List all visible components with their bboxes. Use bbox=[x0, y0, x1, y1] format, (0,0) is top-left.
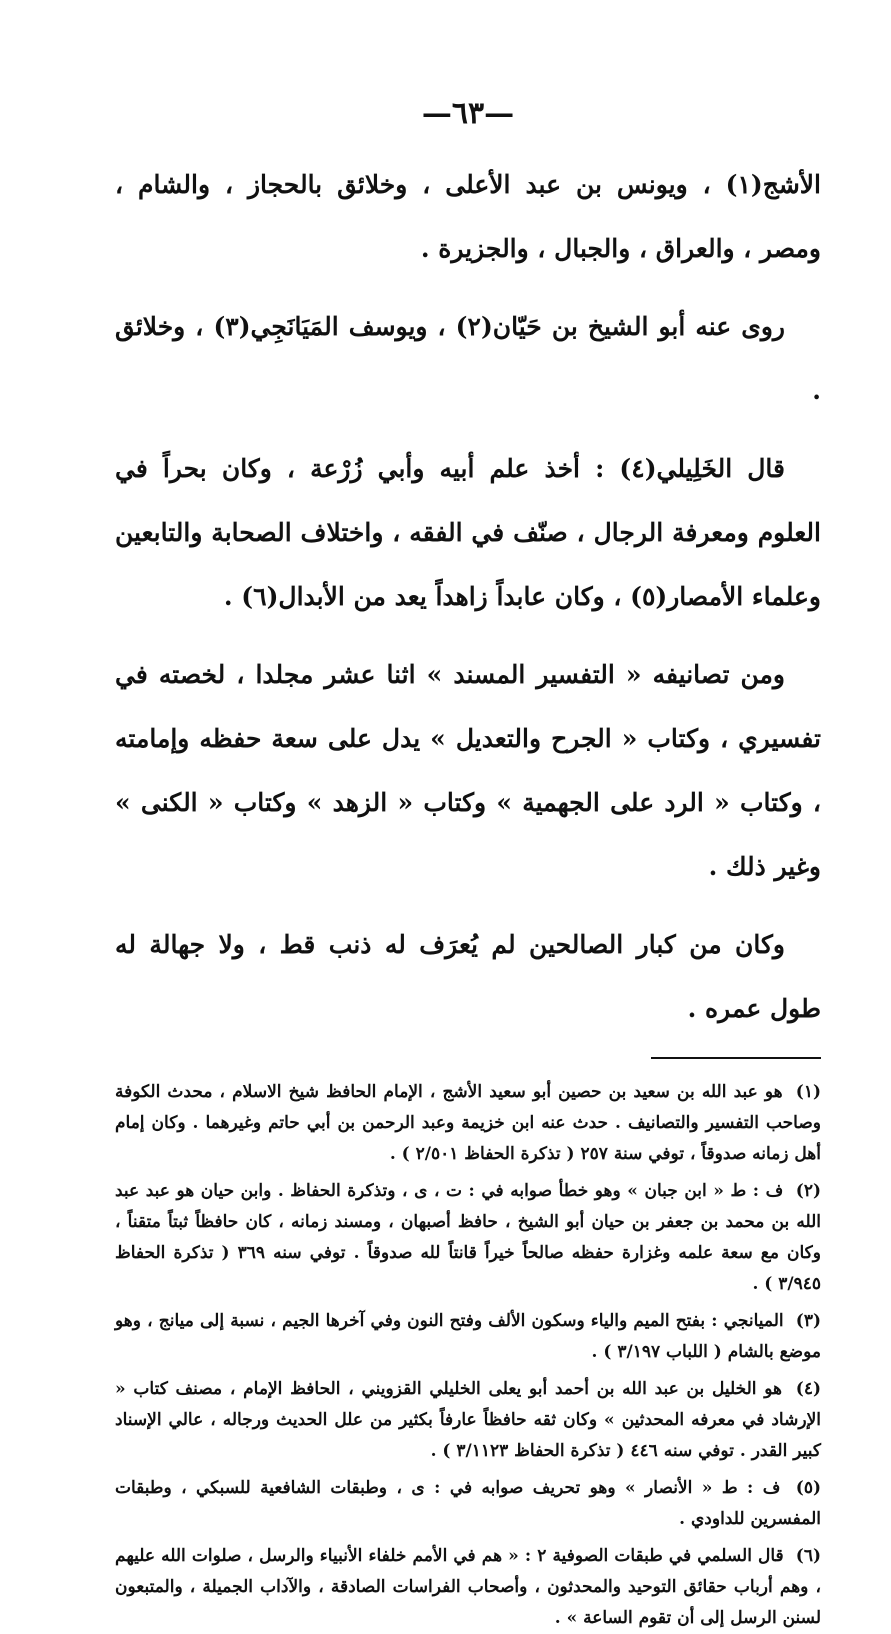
footnote-text: الميانجي : بفتح الميم والياء وسكون الألف وفتح النون وفي آخرها الجيم ، نسبة إلى ميانج ، وهو موضع بالشام ( اللباب ٣/١٩٧ ) . bbox=[115, 1311, 821, 1362]
footnote-divider bbox=[651, 1057, 821, 1059]
footnote-text: هو عبد الله بن سعيد بن حصين أبو سعيد الأشج ، الإمام الحافظ شيخ الاسلام ، محدث الكوفة وصاحب التفسير والتصانيف . حدث عنه ابن خزيمة وعبد الرحمن بن أبي حاتم وغيرهما . وكان إمام أهل زمانه صدوقاً ، توفي سنة ٢٥٧ ( تذكرة الحفاظ ٢/٥٠١ ) . bbox=[115, 1082, 821, 1164]
paragraph: قال الخَلِيلي(٤) : أخذ علم أبيه وأبي زُرْعة ، وكان بحراً في العلوم ومعرفة الرجال ، صنّف في الفقه ، واختلاف الصحابة والتابعين وعلماء الأمصار(٥) ، وكان عابداً زاهداً يعد من الأبدال(٦) . bbox=[115, 454, 821, 611]
footnote-text: ف : ط « ابن جبان » وهو خطأ صوابه في : ت ، ى ، وتذكرة الحفاظ . وابن حيان هو عبد عبد الله بن محمد بن جعفر بن حيان أبو الشيخ ، حافظ أصبهان ، ومسند زمانه ، كان حافظاً ثبتاً متقناً ، وكان مع سعة علمه وغزارة حفظه صالحاً خيراً قانتاً لله صدوقاً . توفي سنه ٣٦٩ ( تذكرة الحفاظ ٣/٩٤٥ ) . bbox=[115, 1181, 821, 1294]
footnote bbox=[115, 1176, 821, 1300]
footnote-number: (٢) bbox=[795, 1181, 821, 1201]
footnote-number: (٦) bbox=[795, 1546, 822, 1566]
footnote-text: قال السلمي في طبقات الصوفية ٢ : « هم في الأمم خلفاء الأنبياء والرسل ، صلوات الله عليهم ، وهم أرباب حقائق التوحيد والمحدثون ، وأصحاب الفراسات الصادقة ، والآداب الجميلة ، والمتبعون لسنن الرسل إلى أن تقوم الساعة » . bbox=[115, 1546, 821, 1628]
footnote bbox=[115, 1077, 821, 1170]
main-text bbox=[115, 153, 821, 1041]
footnote-number: (٥) bbox=[795, 1478, 821, 1498]
footnote-text: هو الخليل بن عبد الله بن أحمد أبو يعلى الخليلي القزويني ، الحافظ الإمام ، مصنف كتاب « الإرشاد في معرفه المحدثين » وكان ثقه حافظاً عارفاً بكثير من علل الحديث ورجاله ، عالي الإسناد كبير القدر . توفي سنه ٤٤٦ ( تذكرة الحفاظ ٣/١١٢٣ ) . bbox=[115, 1379, 821, 1461]
footnote bbox=[115, 1374, 821, 1467]
footnote bbox=[115, 1473, 821, 1535]
page-number: —٦٣— bbox=[421, 96, 515, 131]
paragraph: وكان من كبار الصالحين لم يُعرَف له ذنب قط ، ولا جهالة له طول عمره . bbox=[115, 930, 821, 1023]
footnote bbox=[115, 1541, 821, 1634]
footnote-number: (٣) bbox=[795, 1311, 822, 1331]
paragraph: ومن تصانيفه « التفسير المسند » اثنا عشر مجلدا ، لخصته في تفسيري ، وكتاب « الجرح والتعديل » يدل على سعة حفظه وإمامته ، وكتاب « الرد على الجهمية » وكتاب « الزهد » وكتاب « الكنى » وغير ذلك . bbox=[115, 660, 821, 881]
paragraph: روى عنه أبو الشيخ بن حَيّان(٢) ، ويوسف المَيَانَجِي(٣) ، وخلائق . bbox=[115, 312, 821, 405]
footnotes bbox=[115, 1077, 821, 1634]
footnote-number: (٤) bbox=[795, 1379, 821, 1399]
paragraph: الأشج(١) ، ويونس بن عبد الأعلى ، وخلائق بالحجاز ، والشام ، ومصر ، والعراق ، والجبال ، والجزيرة . bbox=[115, 170, 821, 263]
footnote bbox=[115, 1306, 821, 1368]
footnote-number: (١) bbox=[795, 1082, 822, 1102]
footnote-text: ف : ط « الأنصار » وهو تحريف صوابه في : ى ، وطبقات الشافعية للسبكي ، وطبقات المفسرين للداودي . bbox=[115, 1478, 821, 1529]
